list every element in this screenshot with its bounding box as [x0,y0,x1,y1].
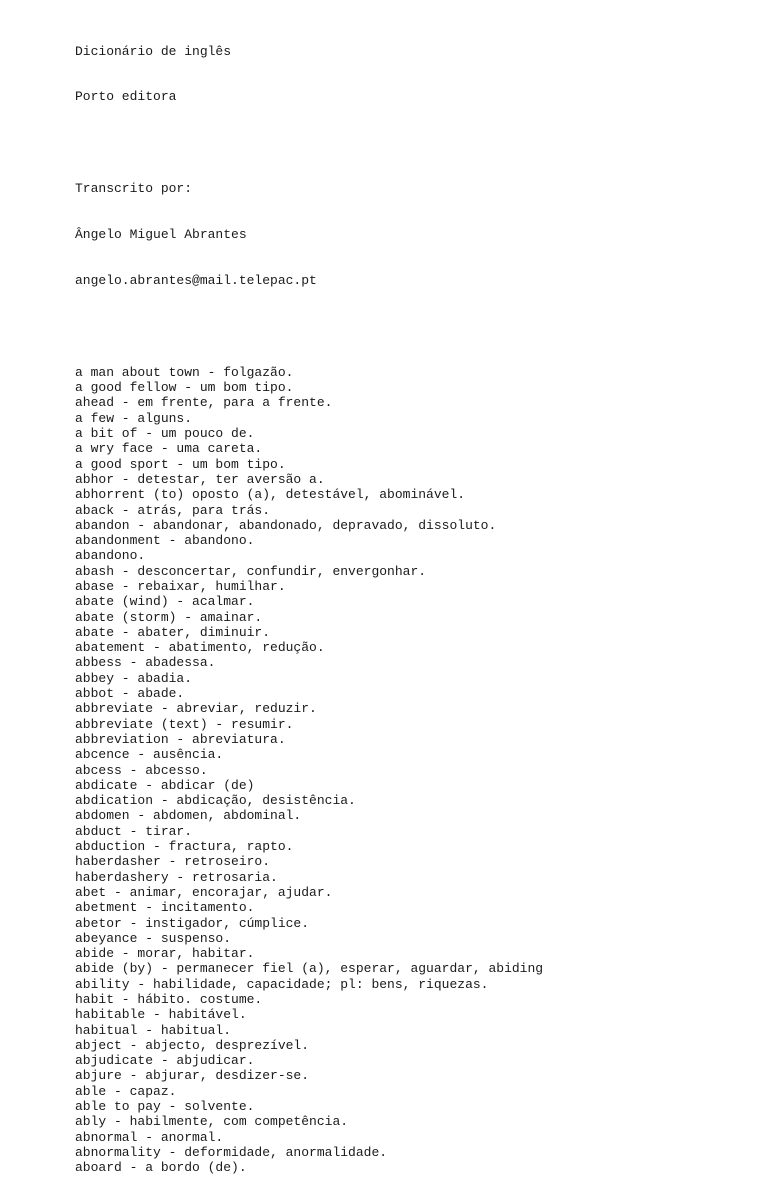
dictionary-entry: abate (storm) - amainar. [75,609,263,625]
dictionary-entry: habitable - habitável. [75,1007,247,1023]
dictionary-entry: abhor - detestar, ter aversão a. [75,471,325,487]
dictionary-entry: abhorrent (to) oposto (a), detestável, abominável. [75,487,466,503]
document-page [75,13,543,1191]
dictionary-entry: abdicate - abdicar (de) [75,777,255,793]
dictionary-entry: abcess - abcesso. [75,762,208,778]
dictionary-entry: ability - habilidade, capacidade; pl: bens, riquezas. [75,976,489,992]
dictionary-entry: abjudicate - abjudicar. [75,1053,255,1069]
dictionary-entry: haberdasher - retroseiro. [75,854,271,870]
dictionary-entry: abandon - abandonar, abandonado, depravado, dissoluto. [75,517,497,533]
dictionary-entry: abeyance - suspenso. [75,930,232,946]
dictionary-entry: abbot - abade. [75,686,185,702]
dictionary-entry: abduction - fractura, rapto. [75,839,294,855]
dictionary-entry: abandonment - abandono. [75,533,255,549]
transcriber-email: angelo.abrantes@mail.telepac.pt [75,273,317,289]
dictionary-entry: abbreviation - abreviatura. [75,731,286,747]
dictionary-entry: aback - atrás, para trás. [75,502,271,518]
publisher-line: Porto editora [75,89,177,105]
dictionary-entry: abbreviate (text) - resumir. [75,716,294,732]
transcriber-name: Ângelo Miguel Abrantes [75,227,247,243]
dictionary-entry: abduct - tirar. [75,823,193,839]
dictionary-entry: abbreviate - abreviar, reduzir. [75,701,317,717]
dictionary-entry: haberdashery - retrosaria. [75,869,278,885]
dictionary-entry: abdomen - abdomen, abdominal. [75,808,302,824]
dictionary-entry: abase - rebaixar, humilhar. [75,578,286,594]
dictionary-entry: abatement - abatimento, redução. [75,640,325,656]
dictionary-entry: a good sport - um bom tipo. [75,456,286,472]
dictionary-entry: abnormal - anormal. [75,1129,224,1145]
transcribed-by-label: Transcrito por: [75,181,193,197]
dictionary-entry: abbey - abadia. [75,670,193,686]
spacer [75,135,543,150]
dictionary-entry: a bit of - um pouco de. [75,426,255,442]
dictionary-entry: aboard - a bordo (de). [75,1160,247,1176]
dictionary-entry: abcence - ausência. [75,747,224,763]
spacer [75,319,543,334]
dictionary-entry: habit - hábito. costume. [75,992,263,1007]
dictionary-entry: abetment - incitamento. [75,900,255,916]
dictionary-entry: abbess - abadessa. [75,655,216,671]
dictionary-entry: ably - habilmente, com competência. [75,1114,349,1130]
document-title: Dicionário de inglês [75,43,232,59]
dictionary-entry: abate (wind) - acalmar. [75,594,255,610]
dictionary-entry: able - capaz. [75,1083,177,1099]
dictionary-entry: ahead - em frente, para a frente. [75,395,333,411]
dictionary-entry: abjure - abjurar, desdizer-se. [75,1068,310,1084]
dictionary-entry: a wry face - uma careta. [75,441,263,457]
dictionary-entry: abet - animar, encorajar, ajudar. [75,884,333,900]
dictionary-entries [75,365,543,1176]
dictionary-entry: abate - abater, diminuir. [75,624,271,640]
dictionary-entry: able to pay - solvente. [75,1099,255,1115]
dictionary-entry: a good fellow - um bom tipo. [75,380,294,396]
dictionary-entry: a man about town - folgazão. [75,364,294,380]
dictionary-entry: a few - alguns. [75,410,193,426]
dictionary-entry: abandono. [75,548,146,564]
dictionary-entry: abnormality - deformidade, anormalidade. [75,1144,388,1160]
dictionary-entry: abash - desconcertar, confundir, envergonhar. [75,563,427,579]
dictionary-entry: abject - abjecto, desprezível. [75,1037,310,1053]
dictionary-entry: abdication - abdicação, desistência. [75,793,356,809]
dictionary-entry: abide - morar, habitar. [75,946,255,962]
dictionary-entry: abetor - instigador, cúmplice. [75,915,310,931]
dictionary-entry: habitual - habitual. [75,1022,232,1038]
dictionary-entry: abide (by) - permanecer fiel (a), esperar, aguardar, abiding [75,961,544,977]
